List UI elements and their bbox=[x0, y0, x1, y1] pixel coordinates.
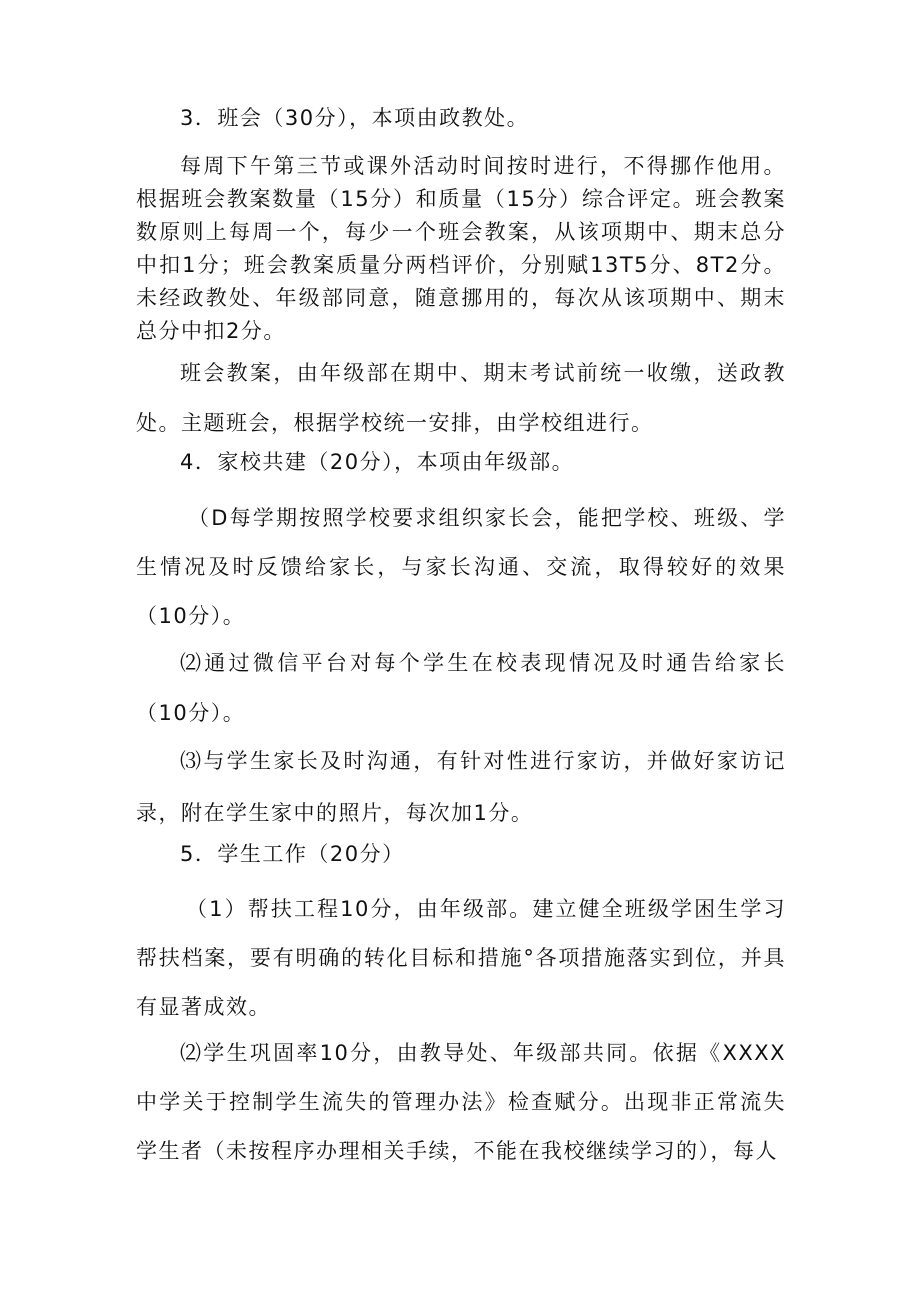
section-4-heading: 4．家校共建（20分），本项由年级部。 bbox=[180, 450, 575, 474]
section-5-heading: 5．学生工作（20分） bbox=[180, 842, 405, 866]
class-meeting-collection-paragraph: 班会教案，由年级部在期中、期末考试前统一收缴，送政教处。主题班会，根据学校统一安排，由学校组进行。 bbox=[136, 361, 786, 435]
family-item-2-paragraph: ⑵通过微信平台对每个学生在校表现情况及时通告给家长（10分）。 bbox=[136, 651, 786, 725]
family-item-1-paragraph: （D每学期按照学校要求组织家长会，能把学校、班级、学生情况及时反馈给家长，与家长沟通、交流，取得较好的效果（10分）。 bbox=[136, 506, 786, 628]
student-item-1-paragraph: （1）帮扶工程10分，由年级部。建立健全班级学困生学习帮扶档案，要有明确的转化目标和措施°各项措施落实到位，并具有显著成效。 bbox=[136, 897, 786, 1019]
student-item-2-paragraph: ⑵学生巩固率10分，由教导处、年级部共同。依据《XXXX中学关于控制学生流失的管理办法》检查赋分。出现非正常流失学生者（未按程序办理相关手续，不能在我校继续学习的），每人 bbox=[136, 1041, 786, 1163]
class-meeting-rules-paragraph: 每周下午第三节或课外活动时间按时进行，不得挪作他用。根据班会教案数量（15分）和质量（15分）综合评定。班会教案数原则上每周一个，每少一个班会教案，从该项期中、期末总分中扣1分；班会教案质量分两档评价，分别赋13T5分、8T2分。未经政教处、年级部同意，随意挪用的，每次从该项期中、期末总分中扣2分。 bbox=[136, 154, 786, 343]
section-3-heading: 3．班会（30分），本项由政教处。 bbox=[180, 106, 530, 130]
family-item-3-paragraph: ⑶与学生家长及时沟通，有针对性进行家访，并做好家访记录，附在学生家中的照片，每次加1分。 bbox=[136, 749, 786, 825]
